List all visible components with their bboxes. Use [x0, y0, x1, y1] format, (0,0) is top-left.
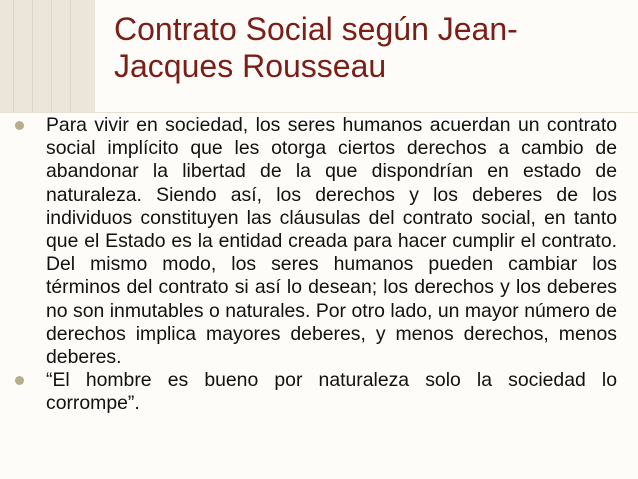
- decorative-line: [13, 0, 14, 112]
- slide-title: Contrato Social según Jean-Jacques Rousseau: [114, 11, 518, 84]
- bullet-item: [46, 369, 617, 415]
- round-bullet-icon: [15, 121, 24, 130]
- round-bullet-icon: [15, 376, 24, 385]
- bullet-text: “El hombre es bueno por naturaleza solo la sociedad lo corrompe”.: [46, 369, 617, 415]
- bullet-list: [46, 114, 617, 416]
- decorative-line: [70, 0, 71, 112]
- decorative-line: [32, 0, 33, 112]
- title-divider: [0, 112, 638, 113]
- bullet-item: [46, 114, 617, 369]
- decorative-band: [0, 0, 95, 112]
- decorative-line: [51, 0, 52, 112]
- bullet-text: Para vivir en sociedad, los seres humanos acuerdan un contrato social implícito que les otorga ciertos derechos a cambio de abandonar la libertad de la que dispondrían en estado de naturaleza. Siendo así, los derechos y los deberes de los individuos constituyen las cláusulas del contrato social, en tanto que el Estado es la entidad creada para hacer cumplir el contrato. Del mismo modo, los seres humanos pueden cambiar los términos del contrato si así lo desean; los derechos y los deberes no son inmutables o naturales. Por otro lado, un mayor número de derechos implica mayores deberes, y menos derechos, menos deberes.: [46, 114, 617, 369]
